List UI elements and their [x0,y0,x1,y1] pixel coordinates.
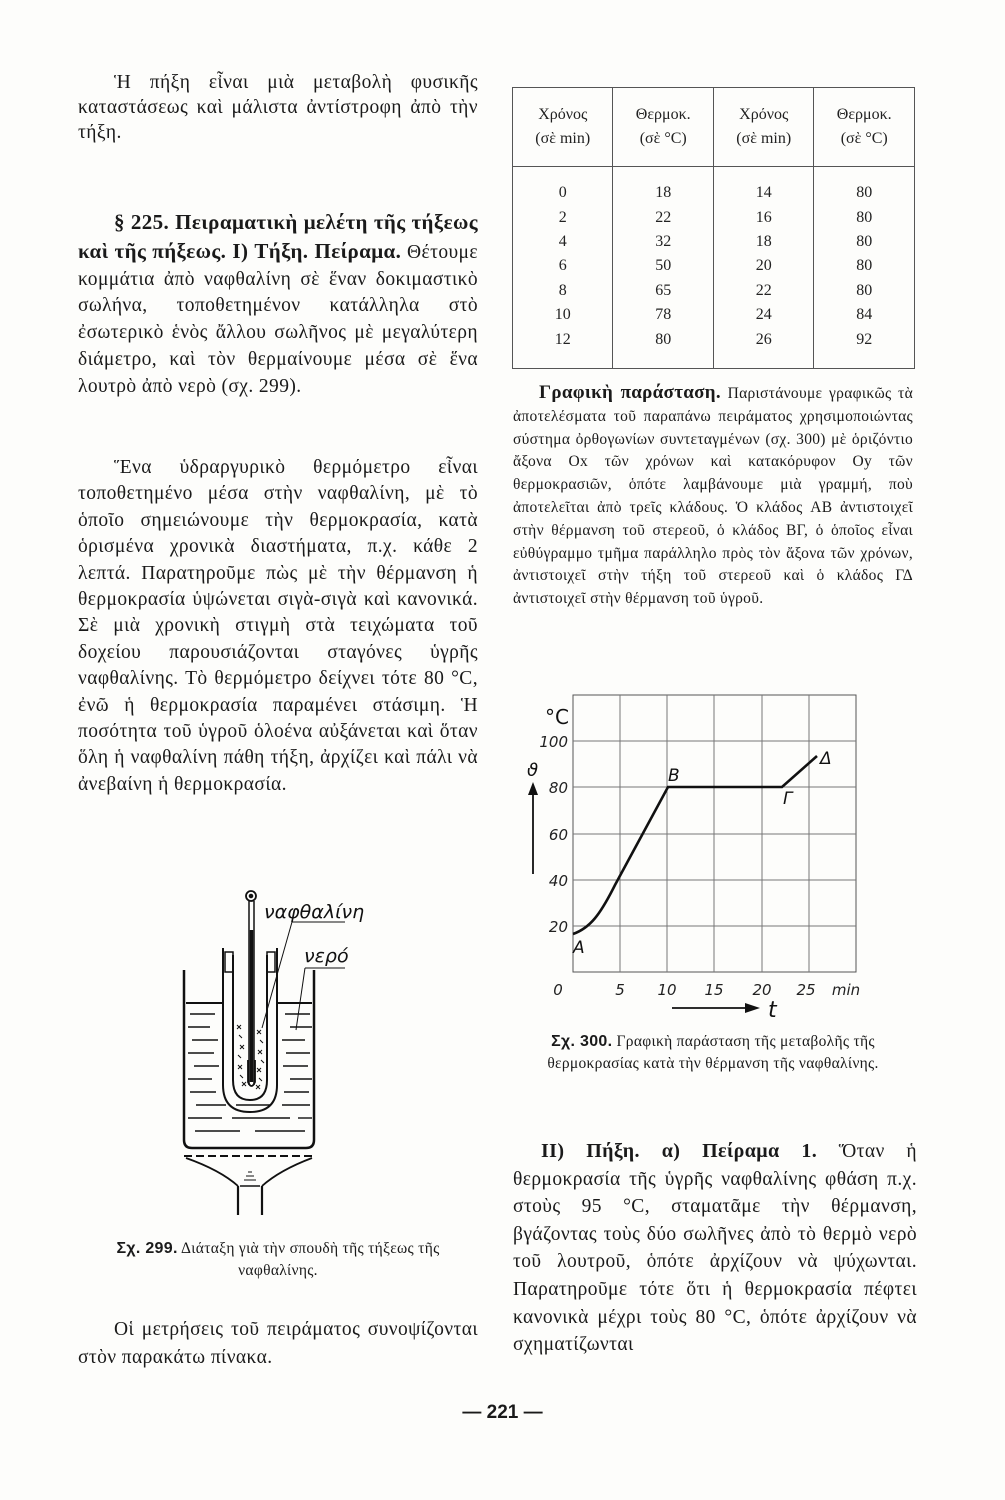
point-labels [572,749,832,958]
y-unit-label: °C [545,705,569,729]
caption-number: Σχ. 299. [116,1240,178,1257]
intro-paragraph: Ἡ πήξη εἶναι μιὰ μεταβολὴ φυσικῆς καταστάσεως καὶ μάλιστα ἀντίστροφη ἀπὸ τὴν τήξη. [78,72,478,144]
svg-text:100: 100 [539,733,568,751]
x-tick-labels [553,981,860,999]
header-time-1: Χρόνος (σὲ min) [513,88,613,167]
table-row: 8 65 22 80 [513,279,915,303]
label-naphthalene: ναφθαλίνη [264,901,365,923]
svg-text:10: 10 [657,981,677,999]
y-tick-labels [539,733,568,936]
x-axis-symbol: t [768,998,777,1020]
table-row: 6 50 20 80 [513,254,915,278]
svg-text:Δ: Δ [820,749,832,769]
header-temp-1: Θερμοκ. (σὲ °C) [613,88,714,167]
table-row: 12 80 26 92 [513,327,915,368]
section-heading: § 225. Πειραματικὴ μελέτη τῆς τήξεως καὶ τῆς πήξεως. I) Τήξη. Πείραμα. [78,210,478,263]
svg-text:15: 15 [704,981,724,999]
closing-paragraph: Οἱ μετρήσεις τοῦ πειράματος συνοψίζονται στὸν παρακάτω πίνακα. [78,1319,478,1368]
label-water: νερό [304,945,349,967]
svg-text:min: min [831,981,861,999]
svg-text:5: 5 [615,981,625,999]
header-temp-2: Θερμοκ. (σὲ °C) [814,88,915,167]
chart-curve [573,756,817,934]
table-row: 4 32 18 80 [513,230,915,254]
table-row: 0 18 14 80 [513,167,915,206]
freezing-heading: II) Πήξη. α) Πείραμα 1. [541,1140,818,1162]
header-time-2: Χρόνος (σὲ min) [713,88,813,167]
svg-text:20: 20 [752,981,772,999]
svg-text:B: B [668,766,680,786]
graph-paragraph-heading: Γραφικὴ παράσταση. [539,382,721,403]
section-225 [78,209,478,401]
svg-text:20: 20 [548,918,568,936]
figure-299-apparatus [150,880,370,1220]
thermometer-paragraph: Ἕνα ὑδραργυρικὸ θερμόμετρο εἶναι τοποθετημένο μέσα στὴν ναφθαλίνη, μὲ τὸ ὁποῖο σημειώνουμε τὴν θερμοκρασία, κατὰ ὁρισμένα χρονικὰ διαστήματα, π.χ. κάθε 2 λεπτά. Παρατηροῦμε πὼς μὲ τὴν θέρμανση ἡ θερμοκρασία ὑψώνεται σιγὰ-σιγὰ καὶ κανονικά. Σὲ μιὰ χρονικὴ στιγμὴ στὰ τειχώματα τοῦ δοχείου παρουσιάζονται σταγόνες ὑγρῆς ναφθαλίνης. Τὸ θερμόμετρο δείχνει τότε 80 °C, ἐνῶ ἡ θερμοκρασία παραμένει στάσιμη. Ἡ ποσότητα τοῦ ὑγροῦ ὁλοένα αὐξάνεται καὶ ὅταν ὅλη ἡ ναφθαλίνη πάθη τήξη, ἀρχίζει καὶ πάλι νὰ ἀνεβαίνη ἡ θερμοκρασία. [78,457,478,795]
graph-paragraph [513,382,913,611]
figure-300-caption [507,1031,919,1075]
figure-300-chart [500,690,910,1020]
freezing-body: Ὅταν ἡ θερμοκρασία τῆς ὑγρῆς ναφθαλίνης φθάση π.χ. στοὺς 95 °C, σταματᾶμε τὴν θέρμανση, βγάζοντας τοὺς δύο σωλῆνες ἀπὸ τὸ θερμὸ νερὸ τοῦ λουτροῦ, ὁπότε ἀρχίζουν νὰ ψύχωνται. Παρατηροῦμε τότε ὅτι ἡ θερμοκρασία πέφτει κανονικὰ μέχρι τοὺς 80 °C, ὁπότε ἀρχίζουν νὰ σχηματίζωνται [513,1141,917,1356]
arrow-up-icon [528,782,538,795]
table-row: 2 22 16 80 [513,205,915,229]
chart-grid [573,695,856,972]
svg-text:Γ: Γ [783,789,793,809]
y-axis-symbol: ϑ [527,760,539,781]
caption-number: Σχ. 300. [551,1033,613,1050]
svg-text:60: 60 [548,826,568,844]
svg-text:40: 40 [548,872,568,890]
measurements-table [512,87,915,369]
table-header-row [513,88,915,167]
caption-text: Διάταξη γιὰ τὴν σπουδὴ τῆς τήξεως τῆς ναφθαλίνης. [181,1240,440,1279]
svg-text:25: 25 [796,981,816,999]
svg-text:A: A [573,938,585,958]
arrow-right-icon [745,1003,760,1013]
freezing-paragraph [513,1138,917,1359]
table-row: 10 78 24 84 [513,303,915,327]
svg-text:0: 0 [553,981,563,999]
graph-paragraph-body: Παριστάνουμε γραφικῶς τὰ ἀποτελέσματα τοῦ παραπάνω πειράματος χρησιμοποιώντας σύστημα ὀρθογωνίων συντεταγμένων (σχ. 300) μὲ ὁριζόντιο ἄξονα Ox τῶν χρόνων καὶ κατακόρυφον Oy τῶν θερμοκρασιῶν, ὁπότε λαμβάνουμε μιὰ γραμμή, ποὺ ἀποτελεῖται ἀπὸ τρεῖς κλάδους. Ὁ κλάδος AB ἀντιστοιχεῖ στὴν θέρμανση τοῦ στερεοῦ, ὁ κλάδος ΒΓ, ὁ ὁποῖος εἶναι εὐθύγραμμο τμῆμα παράλληλο πρὸς τὸν ἄξονα τῶν χρόνων, ἀντιστοιχεῖ στὴν τήξη τοῦ στερεοῦ καὶ ὁ κλάδος ΓΔ ἀντιστοιχεῖ στὴν θέρμανση τοῦ ὑγροῦ. [513,385,913,608]
caption-text: Γραφικὴ παράσταση τῆς μεταβολῆς τῆς θερμοκρασίας κατὰ τὴν θέρμανση τῆς ναφθαλίνης. [547,1033,879,1072]
figure-299-caption [78,1238,478,1282]
svg-text:80: 80 [548,779,568,797]
section-body: Θέτουμε κομμάτια ἀπὸ ναφθαλίνη σὲ ἕναν δοκιμαστικὸ σωλήνα, τοποθετημένον κατάλληλα στὸ ἐσωτερικὸ ἑνὸς ἄλλου σωλῆνος μὲ μεγαλύτερη διάμετρο, καὶ τὸν θερμαίνουμε μέσα σὲ ἕνα λουτρὸ ἀπὸ νερὸ (σχ. 299). [78,241,479,397]
page-number: — 221 — [462,1402,543,1423]
